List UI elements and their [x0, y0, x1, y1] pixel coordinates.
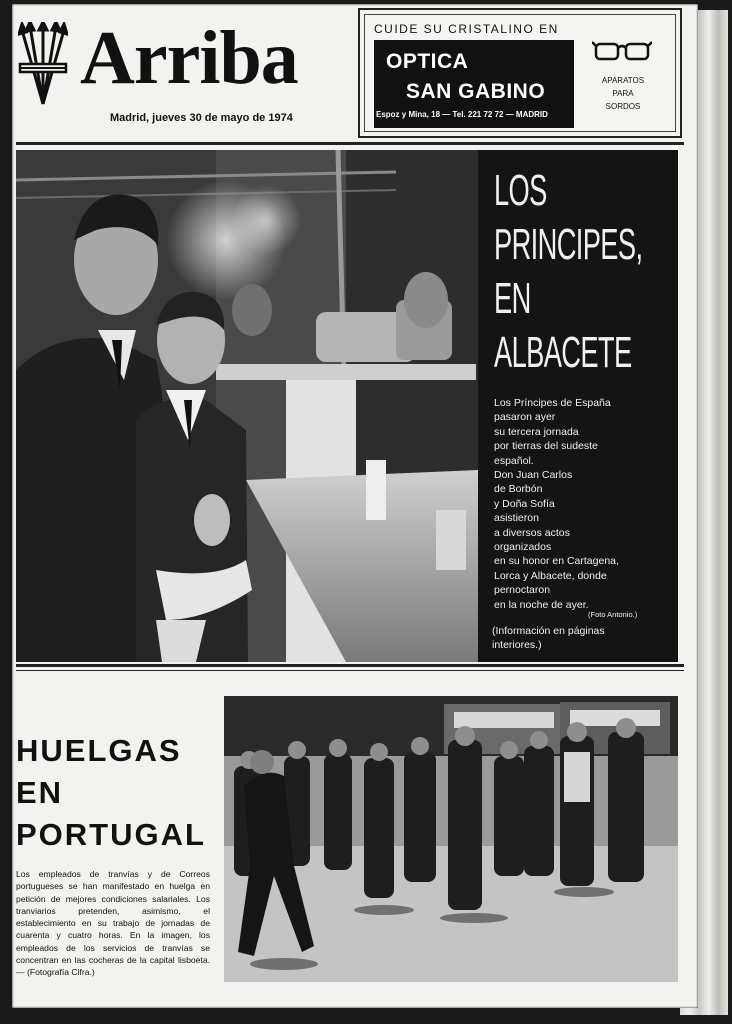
headline-line: PRINCIPES,: [494, 220, 643, 269]
advert-side-text: [586, 74, 660, 113]
advert-name-line1: OPTICA: [386, 50, 469, 73]
strike-body: Los empleados de tranvías y de Correos portugueses se han manifestado en huelga en petición de mejores condiciones salariales. Los tranviarios pretenden, asimismo, el establecimiento en su trabajo de jornadas de cuarenta y cuatro horas. En la imagen, los empleados de los servicios de tranvías se concentran en las cocheras de la capital lisboeta. — (Fotografía Cifra.): [16, 869, 210, 978]
headline-line: LOS: [494, 166, 547, 215]
summary-line: Los Príncipes de España: [494, 397, 611, 409]
feature-summary: [494, 396, 672, 612]
summary-line: Don Juan Carlos: [494, 469, 573, 482]
strike-headline-line: HUELGAS: [16, 733, 182, 768]
yoke-and-arrows-emblem: [18, 22, 68, 106]
section-rule: [16, 664, 684, 667]
strike-headline-line: PORTUGAL: [16, 817, 206, 852]
headline-line: ALBACETE: [494, 328, 632, 377]
headline-line: EN: [494, 274, 531, 323]
strike-headline: [16, 730, 206, 856]
summary-line: en su honor en Cartagena,: [494, 555, 619, 568]
tram-workers-photo: [224, 696, 678, 982]
princes-photo-illustration: [16, 150, 478, 662]
optician-advert: [358, 8, 682, 138]
dateline: Madrid, jueves 30 de mayo de 1974: [110, 112, 293, 124]
summary-line: pasaron ayer: [494, 411, 556, 424]
photo-credit: (Foto Antonio.): [588, 610, 638, 619]
summary-line: pernoctaron: [494, 584, 551, 597]
feature-headline: [494, 164, 674, 380]
tram-photo-illustration: [224, 696, 678, 982]
header-rule: [16, 142, 684, 145]
summary-line: Lorca y Albacete, donde: [494, 569, 607, 582]
advert-name-line2: SAN GABINO: [406, 80, 546, 103]
advert-address: Espoz y Mina, 18 — Tel. 221 72 72 — MADRID: [376, 110, 548, 119]
summary-line: de Borbón: [494, 483, 543, 496]
glasses-icon: [592, 38, 652, 64]
summary-line: a diversos actos: [494, 526, 570, 539]
section-rule-thin: [16, 670, 684, 671]
summary-line: en la noche de ayer.: [494, 598, 589, 611]
summary-line: su tercera jornada: [494, 425, 579, 438]
advert-side-line: PARA: [612, 89, 634, 98]
summary-line: organizados: [494, 541, 552, 554]
newspaper-logo: Arriba: [80, 16, 298, 100]
newspaper-page: [12, 4, 698, 1008]
strike-headline-line: EN: [16, 775, 64, 810]
summary-line: español.: [494, 454, 534, 467]
advert-name-box: [374, 40, 574, 128]
feature-text-panel: [478, 150, 678, 662]
more-info-note: (Información en páginas interiores.): [492, 625, 605, 651]
summary-line: por tierras del sudeste: [494, 440, 598, 453]
advert-side-line: SORDOS: [605, 102, 641, 111]
advert-top-line: CUIDE SU CRISTALINO EN: [374, 22, 559, 36]
summary-line: asistieron: [494, 512, 539, 525]
princes-visit-photo: [16, 150, 478, 662]
masthead: [18, 8, 354, 136]
advert-side-line: APARATOS: [601, 76, 645, 85]
summary-line: y Doña Sofía: [494, 497, 555, 510]
